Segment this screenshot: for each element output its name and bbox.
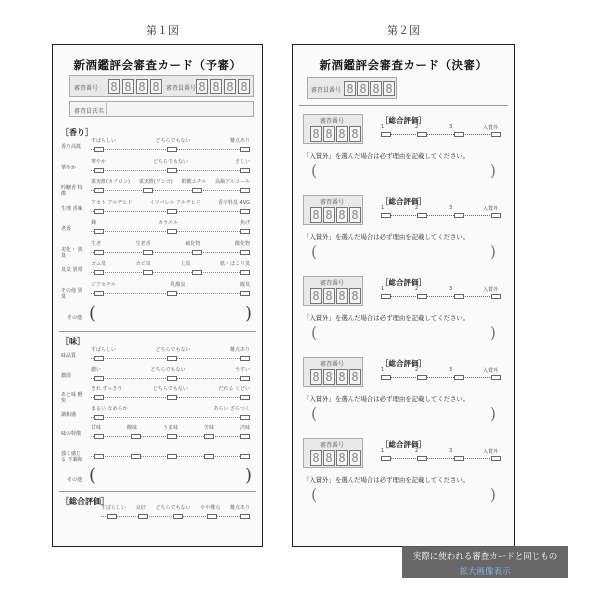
row-options — [91, 348, 250, 353]
digit: 8 — [349, 450, 361, 466]
scale-row — [61, 138, 254, 160]
eval-scale-numbers — [381, 448, 498, 455]
digit: 8 — [323, 369, 335, 385]
reason-note: 「入賞外」を選んだ場合は必ず理由を記載してください。 — [303, 476, 470, 484]
digit: 8 — [196, 79, 208, 94]
option-label: カビ臭 — [135, 261, 151, 267]
scale-number: 1 — [381, 286, 385, 292]
scale-row — [61, 179, 254, 201]
final-entry-block: 審査番号 8 8 8 8 ［総合評価］ 1 2 3 入賞外 「入賞外」を選んだ場合は必ず理由を記載してください。 ( ) — [303, 357, 504, 437]
entry-number-digits — [310, 288, 361, 304]
row-label: 生理 香味 — [61, 205, 83, 212]
overall-eval-title: ［総合評価］ — [381, 116, 426, 125]
judge-name-label: 審査員氏名 — [74, 108, 105, 115]
reason-note: 「入賞外」を選んだ場合は必ず理由を記載してください。 — [303, 152, 470, 160]
judge-name-field — [69, 101, 254, 117]
option-label: 高級アルコール — [215, 179, 250, 185]
final-entry-block: 審査番号 8 8 8 8 ［総合評価］ 1 2 3 入賞外 「入賞外」を選んだ場合は必ず理由を記載してください。 ( ) — [303, 276, 504, 356]
judge-number-label: 審査員番号 — [166, 85, 197, 92]
scale-number: 3 — [448, 448, 453, 454]
figure-1-label: 第１図 — [146, 24, 179, 37]
entry-number-digits — [310, 207, 361, 223]
entry-number-digits — [310, 126, 361, 142]
reason-note: 「入賞外」を選んだ場合は必ず理由を記載してください。 — [303, 233, 470, 241]
option-label: 麹 — [91, 220, 97, 226]
option-label: アセト アルデヒド — [91, 199, 133, 206]
option-label: 濃い — [91, 366, 102, 373]
figure-2-label: 第２図 — [387, 24, 420, 37]
option-label: イソバレル アルデヒド — [149, 199, 201, 206]
option-label: うま味 — [162, 425, 178, 431]
digit: 8 — [336, 369, 348, 385]
card2-title: 新酒鑑評会審査カード（決審） — [319, 58, 488, 72]
scale-row — [61, 445, 254, 467]
row-label: その他 異臭 — [61, 287, 83, 300]
entry-number-label: 審査番号 — [320, 361, 345, 368]
option-label: 甘味 — [91, 425, 102, 431]
entry-number-label: 審査番号 — [320, 442, 345, 449]
checkbox — [167, 376, 177, 381]
enlarge-image-link[interactable]: 拡大画像表示 — [459, 567, 511, 577]
digit: 8 — [108, 79, 120, 94]
checkbox — [94, 229, 104, 234]
checkbox — [240, 229, 250, 234]
overall-eval-title: ［総合評価］ — [381, 278, 426, 287]
option-label: 土臭 — [180, 261, 191, 267]
checkbox — [94, 356, 104, 361]
overall-eval-title: ［総合評価］ — [381, 440, 426, 449]
checkbox — [94, 209, 104, 214]
option-label: 生老 — [91, 240, 102, 247]
option-label: 酸化物 — [234, 240, 250, 247]
checkbox — [240, 291, 250, 296]
judge-number-digits — [196, 79, 250, 94]
checkbox — [167, 147, 177, 152]
entry-number-panel — [303, 357, 363, 387]
digit: 8 — [336, 288, 348, 304]
overall-options — [101, 506, 250, 511]
option-label: 乳酸臭 — [170, 281, 186, 288]
preliminary-judging-card — [52, 44, 263, 547]
row-options — [91, 160, 250, 165]
scale-row — [61, 261, 254, 283]
final-entry-block: 審査番号 8 8 8 8 ［総合評価］ 1 2 3 入賞外 「入賞外」を選んだ場合は必ず理由を記載してください。 ( ) — [303, 114, 504, 194]
checkbox — [240, 454, 250, 459]
taste-section-title: ［味］ — [61, 337, 85, 346]
enlarge-caption-overlay — [402, 546, 568, 578]
digit: 8 — [349, 126, 361, 142]
checkbox — [167, 395, 177, 400]
aroma-section-title: ［香り］ — [61, 128, 93, 137]
row-label: あと味 軽快 — [61, 392, 83, 404]
option-label: 酢酸エチル — [181, 179, 207, 185]
checkbox — [204, 434, 214, 439]
digit: 8 — [150, 79, 162, 94]
option-label: どちらでもない — [152, 386, 188, 392]
judge-number-label: 審査員番号 — [311, 87, 342, 94]
scale-number: 2 — [414, 205, 419, 211]
digit: 8 — [349, 369, 361, 385]
digit: 8 — [370, 81, 382, 96]
row-options — [91, 407, 250, 412]
scale-number: 入賞外 — [482, 206, 498, 212]
checkbox — [167, 434, 177, 439]
option-label: どちらでもない — [150, 366, 186, 373]
row-label: 強く感じる 不調和 — [61, 450, 83, 463]
option-label: 生老香 — [135, 240, 151, 247]
scale-number: 入賞外 — [482, 449, 498, 455]
option-label: すばらしい — [91, 138, 117, 144]
overall-section-title: ［総合評価］ — [61, 497, 109, 506]
option-label: まるい なめらか — [91, 405, 128, 412]
option-label: 香辛料臭 4VG — [217, 199, 250, 206]
row-options — [91, 283, 250, 288]
checkbox — [240, 434, 250, 439]
checkbox — [167, 209, 177, 214]
checkbox — [240, 147, 250, 152]
checkbox — [143, 250, 153, 255]
option-label: 難点あり — [229, 505, 250, 511]
entry-number-label: 審査番号 — [320, 118, 345, 125]
scale-number: 1 — [381, 367, 385, 373]
checkbox — [94, 454, 104, 459]
option-label: すばらしい — [101, 505, 127, 511]
checkbox — [192, 188, 202, 193]
digit: 8 — [349, 288, 361, 304]
checkbox — [94, 376, 104, 381]
checkbox — [131, 454, 141, 459]
digit: 8 — [336, 126, 348, 142]
checkbox — [192, 250, 202, 255]
digit: 8 — [310, 207, 322, 223]
scale-number: 入賞外 — [482, 125, 498, 131]
digit: 8 — [122, 79, 134, 94]
checkbox — [240, 376, 250, 381]
row-options — [91, 139, 250, 144]
option-label: やや難点 — [200, 505, 221, 511]
judge-number-digits — [344, 81, 395, 96]
option-label: 渋味 — [239, 425, 250, 431]
entry-number-label: 審査番号 — [320, 280, 345, 287]
eval-scale-numbers — [381, 367, 498, 374]
scale-number: 2 — [414, 286, 419, 292]
scale-number: 3 — [448, 367, 453, 373]
row-label: 臭気 異常 — [61, 267, 83, 273]
checkbox — [240, 209, 250, 214]
digit: 8 — [238, 79, 250, 94]
option-label: 酸臭 — [239, 281, 250, 288]
scale-number: 入賞外 — [482, 368, 498, 374]
checkbox — [143, 270, 153, 275]
taste-other-field: ( ) — [89, 465, 252, 486]
scale-row — [61, 241, 254, 263]
digit: 8 — [310, 288, 322, 304]
checkbox — [94, 434, 104, 439]
checkbox — [167, 356, 177, 361]
digit: 8 — [336, 207, 348, 223]
row-label: 香り高低 — [61, 144, 82, 150]
option-label: うすい — [234, 366, 250, 373]
checkbox — [94, 250, 104, 255]
digit: 8 — [310, 450, 322, 466]
digit: 8 — [336, 450, 348, 466]
checkbox — [204, 454, 214, 459]
card2-judge-number-panel — [307, 77, 397, 99]
checkbox — [240, 250, 250, 255]
entry-number-digits — [108, 79, 162, 94]
taste-other-label: その他 — [67, 477, 83, 483]
scale-row — [61, 200, 254, 222]
option-label: どちらでもない — [153, 158, 188, 165]
row-options — [91, 262, 250, 267]
scale-row — [61, 282, 254, 304]
checkbox — [94, 188, 104, 193]
digit: 8 — [210, 79, 222, 94]
option-label: だれる くどい — [218, 386, 250, 392]
entry-number-panel — [303, 438, 363, 468]
digit: 8 — [323, 288, 335, 304]
reason-note: 「入賞外」を選んだ場合は必ず理由を記載してください。 — [303, 314, 470, 322]
checkbox — [143, 188, 153, 193]
entry-number-digits — [310, 369, 361, 385]
aroma-other-field: ( ) — [89, 303, 252, 324]
row-options — [91, 180, 250, 185]
option-label: ゴム臭 — [91, 261, 107, 267]
row-label: 劣化・ 異臭 — [61, 246, 83, 259]
option-label: 果実酢(カプロン) — [91, 179, 130, 185]
checkbox — [192, 270, 202, 275]
digit: 8 — [310, 126, 322, 142]
checkbox — [94, 168, 104, 173]
option-label: すばらしい — [91, 347, 117, 353]
scale-number: 1 — [381, 205, 385, 211]
checkbox — [240, 270, 250, 275]
checkbox — [167, 229, 177, 234]
checkbox — [167, 291, 177, 296]
row-label: 調和感 — [61, 411, 77, 418]
option-label: どちらでもない — [155, 138, 191, 144]
checkbox — [167, 454, 177, 459]
digit: 8 — [310, 369, 322, 385]
digit: 8 — [224, 79, 236, 94]
row-label: 味の特徴 — [61, 431, 82, 437]
entry-number-panel — [303, 195, 363, 225]
digit: 8 — [323, 207, 335, 223]
checkbox — [94, 147, 104, 152]
option-label: 酸味 — [126, 425, 137, 431]
checkbox — [94, 395, 104, 400]
option-label: 難点あり — [229, 347, 250, 353]
option-label: どちらでもない — [155, 505, 191, 511]
entry-number-label: 審査番号 — [74, 85, 99, 92]
overlay-caption: 実際に使われる審査カードと同じもの — [412, 552, 558, 562]
option-label: 難点あり — [229, 138, 250, 144]
option-label: ジアセチル — [91, 281, 116, 288]
entry-number-panel — [303, 114, 363, 144]
aroma-other-label: その他 — [67, 315, 83, 321]
digit: 8 — [323, 126, 335, 142]
eval-scale-numbers — [381, 124, 498, 131]
digit: 8 — [323, 450, 335, 466]
option-label: 果実酢(リンゴ) — [138, 179, 173, 185]
scale-row — [61, 220, 254, 242]
row-label: 味品質 — [61, 353, 77, 359]
checkbox — [167, 168, 177, 173]
checkbox — [94, 291, 104, 296]
option-label: 苦味 — [203, 425, 214, 431]
row-label: 華やか — [61, 164, 77, 171]
checkbox — [240, 415, 250, 420]
scale-number: 1 — [381, 124, 385, 130]
scale-row — [61, 159, 254, 181]
entry-number-label: 審査番号 — [320, 199, 345, 206]
scale-number: 3 — [448, 124, 453, 130]
eval-scale-numbers — [381, 286, 498, 293]
option-label: カラメル — [158, 220, 178, 226]
digit: 8 — [357, 81, 369, 96]
scale-number: 入賞外 — [482, 287, 498, 293]
digit: 8 — [349, 207, 361, 223]
option-label: 華やか — [91, 158, 107, 165]
row-options — [91, 221, 250, 226]
entry-number-digits — [310, 450, 361, 466]
option-label: 良好 — [135, 505, 146, 511]
digit: 8 — [344, 81, 356, 96]
checkbox — [240, 395, 250, 400]
row-label: 老香 — [61, 226, 72, 232]
option-label: あらい ざらつく — [213, 405, 250, 412]
row-options — [91, 201, 250, 206]
final-judging-card — [292, 44, 515, 547]
row-options — [91, 387, 250, 392]
checkbox — [131, 434, 141, 439]
digit: 8 — [136, 79, 148, 94]
checkbox — [94, 270, 104, 275]
entry-number-panel — [303, 276, 363, 306]
option-label: どちらでもない — [155, 347, 191, 353]
eval-scale-numbers — [381, 205, 498, 212]
option-label: 紙・ほこり臭 — [219, 261, 250, 267]
scale-number: 2 — [414, 448, 419, 454]
overall-eval-title: ［総合評価］ — [381, 359, 426, 368]
overall-row — [61, 505, 254, 527]
row-label: 濃淡 — [61, 372, 72, 379]
digit: 8 — [383, 81, 395, 96]
checkbox — [240, 356, 250, 361]
reason-note: 「入賞外」を選んだ場合は必ず理由を記載してください。 — [303, 395, 470, 403]
scale-number: 1 — [381, 448, 385, 454]
overall-eval-title: ［総合評価］ — [381, 197, 426, 206]
row-label: 吟醸香 特徴 — [61, 185, 83, 197]
option-label: 焦げ — [239, 220, 250, 226]
scale-number: 3 — [448, 286, 453, 292]
row-options — [91, 426, 250, 431]
scale-number: 3 — [448, 205, 453, 211]
scale-number: 2 — [414, 367, 419, 373]
checkbox — [240, 188, 250, 193]
option-label: さしい — [234, 158, 250, 165]
final-entry-block: 審査番号 8 8 8 8 ［総合評価］ 1 2 3 入賞外 「入賞外」を選んだ場合は必ず理由を記載してください。 ( ) — [303, 195, 504, 275]
option-label: 硫化物 — [185, 240, 201, 247]
final-entry-block: 審査番号 8 8 8 8 ［総合評価］ 1 2 3 入賞外 「入賞外」を選んだ場合は必ず理由を記載してください。 ( ) — [303, 438, 504, 518]
option-label: きれ すっきり — [91, 386, 123, 392]
card1-number-panel — [69, 75, 254, 97]
checkbox — [94, 415, 104, 420]
card1-title: 新酒鑑評会審査カード（予審） — [73, 58, 242, 72]
scale-number: 2 — [414, 124, 419, 130]
row-options — [91, 368, 250, 373]
row-options — [91, 242, 250, 247]
checkbox — [240, 168, 250, 173]
